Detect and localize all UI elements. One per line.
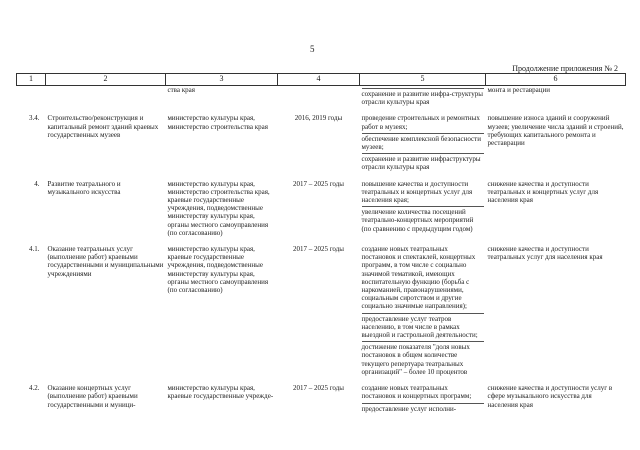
- page-number: 5: [310, 44, 315, 54]
- result-item: обеспечение комплексной безопасности музеев;: [362, 133, 484, 151]
- col-header-2: 2: [46, 74, 166, 86]
- row-number: 4.: [34, 179, 40, 188]
- measure-name: Развитие театрального и музыкального искусства: [47, 179, 121, 196]
- consequence: снижение качества и доступности театральных услуг для населения края: [487, 245, 603, 262]
- result-item: сохранение и развитие инфраструктуры отрасли культуры края: [362, 153, 484, 171]
- executor: министерство культуры края, краевые государственные учреждения, подведомственные министерству культуры края, органы местного самоуправления (по согласованию): [167, 245, 269, 295]
- measure-name: Оказание концертных услуг (выполнение работ) краевыми государственными и муници-: [47, 384, 138, 409]
- consequence: снижение качества и доступности театральных и концертных услуг для населения края: [487, 179, 599, 205]
- period: 2016, 2019 годы: [294, 114, 343, 123]
- executor: министерство культуры края, министерство строительства края: [167, 114, 268, 131]
- executor: министерство культуры края, министерство строительства края, краевые государственные учреждения, подведомственные министерству культуры края, органы местного самоуправления (по согласованию): [167, 179, 270, 237]
- result-item: создание новых театральных постановок и спектаклей, концертных программ, в том числе с социально значимой тематикой, имеющих воспитательную функцию (борьба с наркоманией, правонарушениями, социальным сиротством и другие социально значимые направления);: [361, 245, 476, 311]
- program-table: [16, 73, 626, 413]
- result-item: увеличение количества посещений театрально-концертных мероприятий (по сравнению с предыдущим годом): [362, 206, 484, 233]
- row-number: 3.4.: [29, 114, 40, 123]
- carry-executor: ства края: [167, 86, 195, 94]
- measure-name: Строительство/реконструкция и капитальный ремонт зданий краевых государственных музеев: [47, 114, 159, 139]
- column-number-row: [17, 74, 626, 86]
- continuation-label: Продолжение приложения № 2: [512, 64, 618, 73]
- executor: министерство культуры края, краевые государственные учрежде-: [167, 384, 274, 401]
- carry-result: сохранение и развитие инфра-структуры отрасли культуры края: [361, 90, 483, 107]
- period: 2017 – 2025 годы: [292, 384, 344, 393]
- result-item: повышение качества и доступности театральных и концертных услуг для населения края;: [361, 179, 473, 205]
- period: 2017 – 2025 годы: [292, 245, 344, 254]
- table-row: [17, 114, 626, 171]
- consequence: снижение качества и доступности услуг в сфере музыкального искусства для населения края: [487, 384, 613, 409]
- result-item: достижение показателя "доля новых постановок в общем количестве текущего репертуара театральных организаций" – более 10 процентов: [362, 341, 484, 376]
- carry-over-row: [17, 86, 626, 107]
- col-header-5: 5: [360, 74, 486, 86]
- carry-goal: монта и реставрации: [487, 86, 550, 94]
- period: 2017 – 2025 годы: [292, 179, 344, 188]
- col-header-3: 3: [166, 74, 278, 86]
- row-number: 4.1.: [29, 245, 40, 254]
- col-header-6: 6: [486, 74, 626, 86]
- table-row: [17, 245, 626, 376]
- col-header-1: 1: [17, 74, 46, 86]
- result-item: создание новых театральных постановок и концертных программ;: [361, 384, 472, 401]
- row-number: 4.2.: [29, 384, 40, 393]
- col-header-4: 4: [278, 74, 360, 86]
- table-row: [17, 180, 626, 237]
- consequence: повышение износа зданий и сооружений музеев; увеличение числа зданий и строений, требующих капитального ремонта и реставрации: [487, 114, 624, 148]
- measure-name: Оказание театральных услуг (выполнение работ) краевыми государственными и муниципальными учреждениями: [47, 245, 164, 278]
- result-item: предоставление услуг театров населению, в том числе в рамках выездной и гастрольной деятельности;: [362, 313, 484, 340]
- result-item: предоставление услуг исполни-: [362, 403, 484, 413]
- result-item: проведение строительных и ремонтных работ в музеях;: [361, 114, 480, 131]
- table-row: [17, 384, 626, 413]
